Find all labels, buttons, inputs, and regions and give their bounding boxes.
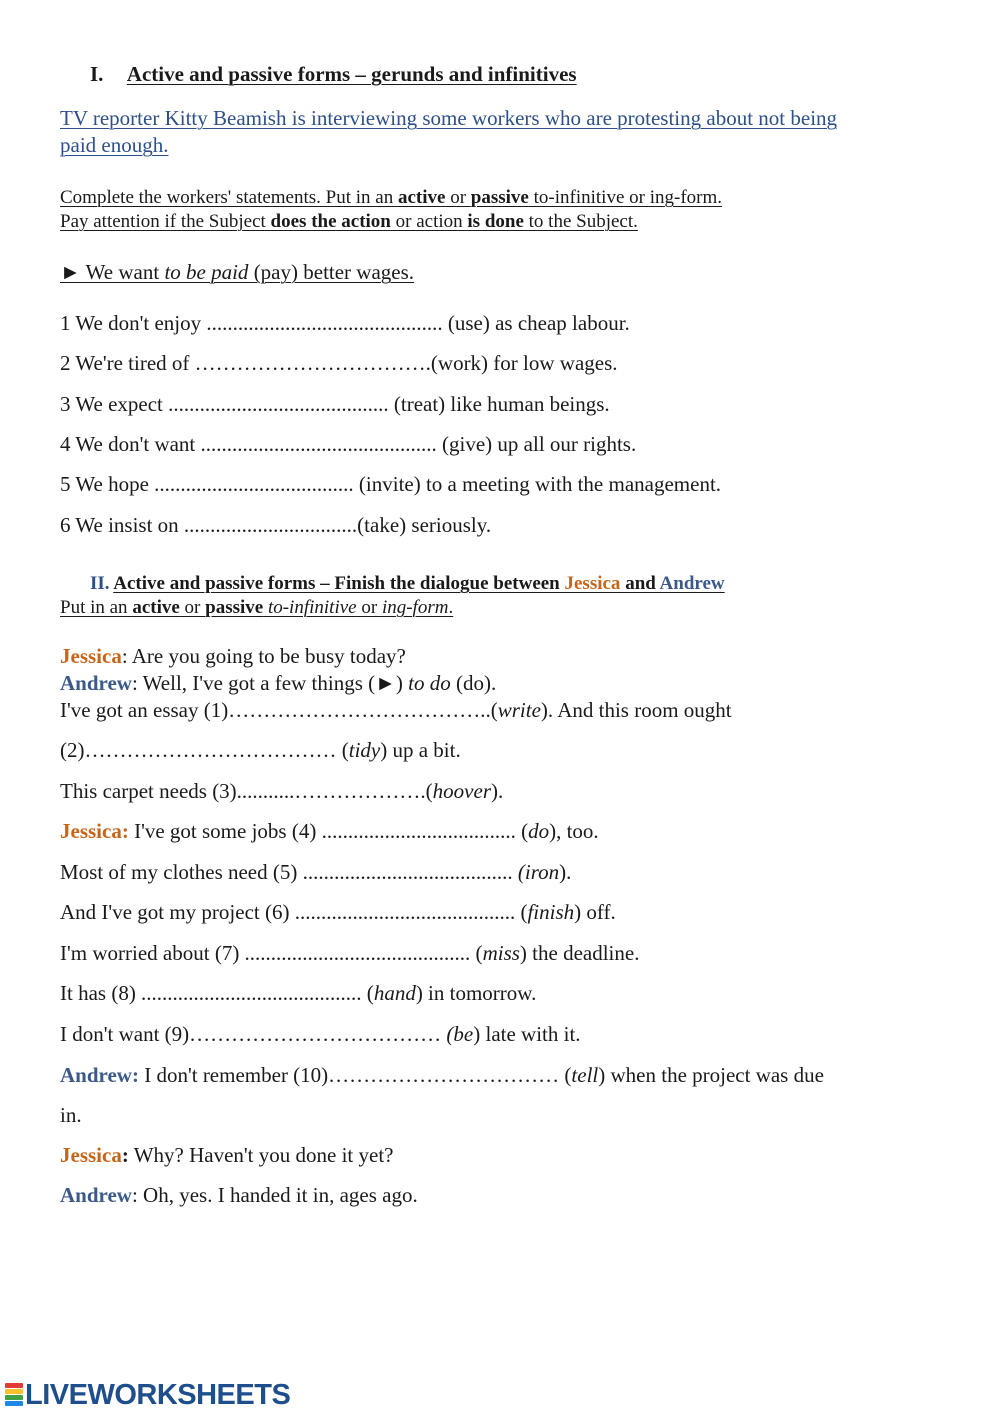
gap-1[interactable]: I've got an essay (1)………………………………..( bbox=[60, 698, 498, 722]
section1-example bbox=[60, 260, 414, 285]
section1-title: Active and passive forms – gerunds and infinitives bbox=[126, 62, 577, 86]
dialogue-line-4[interactable] bbox=[60, 738, 461, 763]
s2-instr-ing-form: ing-form bbox=[381, 597, 449, 618]
instr2-text-a: Pay attention if the Subject bbox=[60, 211, 271, 232]
speaker-andrew: Andrew bbox=[60, 671, 132, 695]
verb-miss: miss bbox=[482, 941, 520, 965]
dialogue-line-14 bbox=[60, 1143, 393, 1168]
verb-write: write bbox=[497, 698, 541, 722]
dialogue-line-5[interactable] bbox=[60, 779, 503, 804]
section2-heading bbox=[90, 573, 725, 595]
dialogue-line-11[interactable] bbox=[60, 1022, 581, 1047]
instr1-text-a: Complete the workers' statements. Put in an bbox=[60, 187, 398, 208]
exercise1-item-5[interactable]: 5 We hope ...................................... (invite) to a meeting with the management. bbox=[60, 472, 722, 496]
verb-do: do bbox=[528, 819, 550, 843]
line8-text-c: ) off. bbox=[574, 900, 616, 924]
line14-text: Why? Haven't you done it yet? bbox=[128, 1143, 394, 1167]
line5-text-c: ). bbox=[491, 779, 504, 803]
speaker-andrew: Andrew bbox=[60, 1183, 132, 1207]
s2-instr-to-infinitive: to-infinitive bbox=[263, 597, 357, 618]
section2-number: II. bbox=[90, 573, 110, 594]
line1-text: : Are you going to be busy today? bbox=[121, 644, 406, 668]
dialogue-line-9[interactable] bbox=[60, 941, 639, 966]
dialogue-line-7[interactable] bbox=[60, 860, 571, 885]
gap-8[interactable]: It has (8) .......................................... ( bbox=[60, 981, 374, 1005]
dialogue-line-10[interactable] bbox=[60, 981, 536, 1006]
example-text-a: ► We want bbox=[60, 260, 165, 284]
example-answer: to be paid bbox=[164, 260, 249, 284]
verb-finish: finish bbox=[527, 900, 575, 924]
section2-jessica: Jessica bbox=[564, 573, 621, 594]
speaker-jessica: Jessica: bbox=[60, 819, 129, 843]
verb-iron: (iron bbox=[517, 860, 560, 884]
instr2-is-done: is done bbox=[467, 211, 524, 232]
gap-7[interactable]: I'm worried about (7) ........................................... ( bbox=[60, 941, 483, 965]
s2-instr-period: . bbox=[448, 597, 454, 618]
gap-10[interactable]: I don't remember (10)…………………………… ( bbox=[138, 1063, 572, 1087]
line10-text-c: ) in tomorrow. bbox=[415, 981, 537, 1005]
speaker-jessica: Jessica bbox=[60, 1143, 122, 1167]
speaker-andrew: Andrew: bbox=[60, 1063, 139, 1087]
verb-hand: hand bbox=[373, 981, 416, 1005]
dialogue-line-15 bbox=[60, 1183, 418, 1208]
line2-text-c: (do). bbox=[450, 671, 497, 695]
gap-9[interactable]: I don't want (9)……………………………… bbox=[60, 1022, 447, 1046]
dialogue-line-12[interactable] bbox=[60, 1063, 824, 1088]
exercise1-item-4[interactable]: 4 We don't want ............................................. (give) up all our rights. bbox=[60, 432, 637, 456]
section2-and: and bbox=[620, 573, 660, 594]
section1-intro-line2: paid enough. bbox=[60, 133, 169, 157]
gap-4[interactable]: I've got some jobs (4) ..................................... ( bbox=[128, 819, 529, 843]
line2-text-a: : Well, I've got a few things (►) bbox=[131, 671, 409, 695]
section2-instruction bbox=[60, 597, 453, 619]
instr1-passive: passive bbox=[470, 187, 529, 208]
line11-text-c: ) late with it. bbox=[473, 1022, 581, 1046]
section1-instruction-1 bbox=[60, 187, 722, 209]
gap-2[interactable]: (2)……………………………… ( bbox=[60, 738, 349, 762]
s2-instr-passive: passive bbox=[205, 597, 264, 618]
exercise1-item-6[interactable]: 6 We insist on .................................(take) seriously. bbox=[60, 513, 492, 537]
section1-intro-line1: TV reporter Kitty Beamish is interviewing some workers who are protesting about not being bbox=[60, 106, 838, 130]
verb-tell: tell bbox=[571, 1063, 599, 1087]
gap-5[interactable]: Most of my clothes need (5) ........................................ bbox=[60, 860, 518, 884]
line2-example-answer: to do bbox=[408, 671, 451, 695]
instr2-does-action: does the action bbox=[270, 211, 391, 232]
section1-heading bbox=[90, 62, 577, 87]
dialogue-line-3[interactable] bbox=[60, 698, 732, 723]
line9-text-c: ) the deadline. bbox=[519, 941, 640, 965]
line12-text-c: ) when the project was due bbox=[598, 1063, 824, 1087]
instr1-text-e: to-infinitive or ing-form. bbox=[528, 187, 723, 208]
instr2-text-c: or action bbox=[390, 211, 468, 232]
instr1-active: active bbox=[397, 187, 446, 208]
dialogue-line-6[interactable] bbox=[60, 819, 599, 844]
gap-3[interactable]: This carpet needs (3)...........……………….( bbox=[60, 779, 433, 803]
exercise1-item-2[interactable]: 2 We're tired of …………………………….(work) for low wages. bbox=[60, 351, 618, 375]
line4-text-c: ) up a bit. bbox=[380, 738, 461, 762]
logo-text: LIVEWORKSHEETS bbox=[25, 1378, 291, 1411]
line15-text: : Oh, yes. I handed it in, ages ago. bbox=[131, 1183, 418, 1207]
dialogue-line-8[interactable] bbox=[60, 900, 616, 925]
s2-instr-c: or bbox=[179, 597, 206, 618]
line3-text-c: ). And this room ought bbox=[540, 698, 732, 722]
line6-text-c: ), too. bbox=[549, 819, 599, 843]
s2-instr-or: or bbox=[356, 597, 382, 618]
speaker-jessica: Jessica bbox=[60, 644, 122, 668]
instr1-text-c: or bbox=[445, 187, 471, 208]
dialogue-line-13: in. bbox=[60, 1103, 82, 1127]
verb-hoover: hoover bbox=[432, 779, 491, 803]
section1-instruction-2 bbox=[60, 211, 638, 233]
line14-colon: : bbox=[121, 1143, 129, 1167]
verb-be: (be bbox=[446, 1022, 474, 1046]
example-text-c: (pay) better wages. bbox=[248, 260, 415, 284]
instr2-text-e: to the Subject. bbox=[523, 211, 638, 232]
exercise1-item-3[interactable]: 3 We expect .......................................... (treat) like human beings. bbox=[60, 392, 610, 416]
s2-instr-a: Put in an bbox=[60, 597, 133, 618]
s2-instr-active: active bbox=[132, 597, 180, 618]
verb-tidy: tidy bbox=[348, 738, 381, 762]
logo-stripes-icon bbox=[5, 1381, 23, 1409]
section2-andrew: Andrew bbox=[659, 573, 725, 594]
section2-title: Active and passive forms – Finish the dialogue between bbox=[113, 573, 565, 594]
exercise1-item-1[interactable]: 1 We don't enjoy ............................................. (use) as cheap labour. bbox=[60, 311, 630, 335]
dialogue-line-2 bbox=[60, 671, 496, 696]
line7-text-c: ). bbox=[559, 860, 572, 884]
section1-number: I. bbox=[90, 62, 104, 86]
gap-6[interactable]: And I've got my project (6) .......................................... ( bbox=[60, 900, 528, 924]
dialogue-line-1 bbox=[60, 644, 406, 669]
liveworksheets-logo bbox=[5, 1378, 290, 1412]
